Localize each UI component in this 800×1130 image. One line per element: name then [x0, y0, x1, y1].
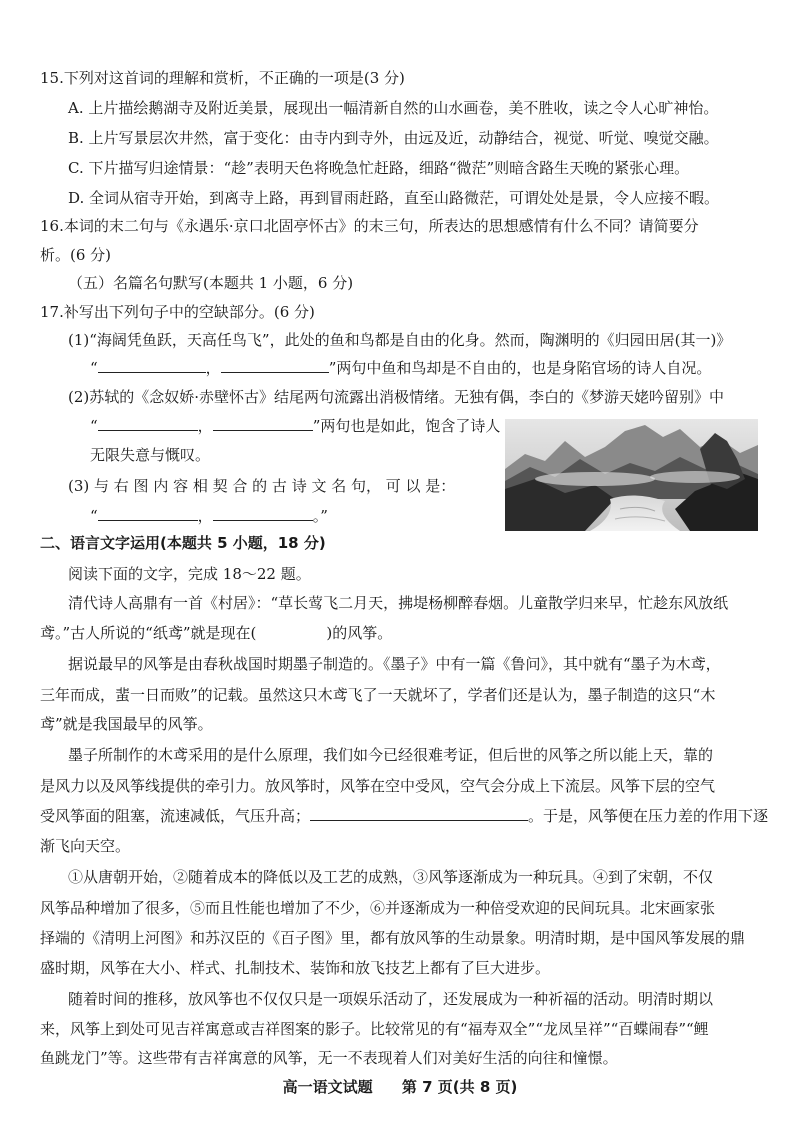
para5-line3: 鱼跳龙门”等。这些带有吉祥寓意的风筝，无一不表现着人们对美好生活的向往和憧憬。 — [40, 1049, 618, 1067]
section-2-heading: 二、语言文字运用(本题共 5 小题，18 分) — [40, 534, 326, 552]
q17-part2-line3: 无限失意与慨叹。 — [90, 446, 211, 464]
passage-intro: 阅读下面的文字，完成 18～22 题。 — [68, 565, 311, 583]
comma: ， — [197, 507, 213, 525]
answer-blank[interactable] — [221, 358, 329, 373]
footer-page-number: 第 7 页(共 8 页) — [401, 1078, 518, 1096]
q17-part2-line1: (2)苏轼的《念奴娇·赤壁怀古》结尾两句流露出消极情绪。无独有偶，李白的《梦游天姥吟留别》中 — [68, 388, 725, 406]
line-rest: ”两句中鱼和鸟却是不自由的，也是身陷官场的诗人自况。 — [328, 359, 712, 377]
para3-line1: 墨子所制作的木鸢采用的是什么原理，我们如今已经很难考证，但后世的风筝之所以能上天，靠的 — [68, 746, 714, 764]
answer-blank[interactable] — [98, 358, 206, 373]
para3-line4: 渐飞向天空。 — [40, 837, 131, 855]
page-footer — [0, 1076, 800, 1097]
para2-line1: 据说最早的风筝是由春秋战国时期墨子制造的。《墨子》中有一篇《鲁问》，其中就有“墨子为木鸢， — [68, 655, 721, 673]
para3-line3 — [40, 806, 768, 826]
para2-line2: 三年而成，蜚一日而败”的记载。虽然这只木鸢飞了一天就坏了，学者们还是认为，墨子制造的这只“木 — [40, 686, 716, 704]
para4-line1: ①从唐朝开始，②随着成本的降低以及工艺的成熟，③风筝逐渐成为一种玩具。④到了宋朝，不仅 — [68, 868, 714, 886]
open-quote: “ — [90, 417, 98, 435]
q15-option-d: D. 全词从宿寺开始，到离寺上路，再到冒雨赶路，直至山路微茫，可谓处处是景，令人应接不暇。 — [68, 189, 720, 207]
q17-stem: 17.补写出下列句子中的空缺部分。(6 分) — [40, 303, 315, 321]
close-quote: 。” — [312, 507, 328, 525]
q15-option-b: B. 上片写景层次井然，富于变化：由寺内到寺外，由远及近，动静结合，视觉、听觉、嗅觉交融。 — [68, 129, 719, 147]
para1-line1: 清代诗人高鼎有一首《村居》：“草长莺飞二月天，拂堤杨柳醉春烟。儿童散学归来早，忙趁东风放纸 — [68, 594, 729, 612]
q17-part3-line1: (3) 与 右 图 内 容 相 契 合 的 古 诗 文 名 句， 可 以 是： — [68, 477, 456, 495]
comma: ， — [205, 359, 221, 377]
open-quote: “ — [90, 507, 98, 525]
q15-option-a: A. 上片描绘鹅湖寺及附近美景，展现出一幅清新自然的山水画卷，美不胜收，读之令人心旷神怡。 — [68, 99, 719, 117]
q16-line1: 16.本词的末二句与《永遇乐·京口北固亭怀古》的末三句，所表达的思想感情有什么不同？请简要分 — [40, 217, 699, 235]
footer-subject: 高一语文试题 — [282, 1078, 373, 1096]
para3-line2: 是风力以及风筝线提供的牵引力。放风筝时，风筝在空中受风，空气会分成上下流层。风筝下层的空气 — [40, 777, 716, 795]
answer-blank[interactable] — [213, 506, 313, 521]
para4-line4: 盛时期，风筝在大小、样式、扎制技术、装饰和放飞技艺上都有了巨大进步。 — [40, 959, 551, 977]
answer-blank[interactable] — [310, 806, 528, 821]
para4-line3: 择端的《清明上河图》和苏汉臣的《百子图》里，都有放风筝的生动景象。明清时期，是中国风筝发展的鼎 — [40, 929, 746, 947]
para1-line2-a: 鸢。”古人所说的“纸鸢”就是现在( — [40, 624, 257, 642]
para1-line2-b: )的风筝。 — [326, 624, 393, 642]
para3-line3-b: 。于是，风筝便在压力差的作用下逐 — [528, 807, 769, 825]
section-5-heading: （五）名篇名句默写(本题共 1 小题，6 分) — [68, 274, 354, 292]
para4-line2: 风筝品种增加了很多，⑤而且性能也增加了不少，⑥并逐渐成为一种倍受欢迎的民间玩具。北宋画家张 — [40, 899, 716, 917]
para1-line2 — [40, 623, 392, 643]
answer-blank[interactable] — [98, 416, 198, 431]
q16-line2: 析。(6 分) — [40, 246, 112, 264]
q15-option-c: C. 下片描写归途情景：“趁”表明天色将晚急忙赶路，细路“微茫”则暗含路生天晚的紧张心理。 — [68, 159, 690, 177]
line-rest: ”两句也是如此，饱含了诗人 — [312, 417, 501, 435]
q15-stem: 15.下列对这首词的理解和赏析，不正确的一项是(3 分) — [40, 69, 405, 87]
comma: ， — [197, 417, 213, 435]
open-quote: “ — [90, 359, 98, 377]
q17-part1-line2 — [90, 358, 711, 378]
para2-line3: 鸢”就是我国最早的风筝。 — [40, 715, 213, 733]
q17-part1-line1: (1)“海阔凭鱼跃，天高任鸟飞”，此处的鱼和鸟都是自由的化身。然而，陶渊明的《归园田居(其一)》 — [68, 331, 732, 349]
answer-blank[interactable] — [213, 416, 313, 431]
answer-blank[interactable] — [98, 506, 198, 521]
para3-line3-a: 受风筝面的阻塞，流速减低，气压升高； — [40, 807, 311, 825]
para5-line1: 随着时间的推移，放风筝也不仅仅只是一项娱乐活动了，还发展成为一种祈福的活动。明清时期以 — [68, 990, 714, 1008]
landscape-ink-painting — [505, 419, 758, 531]
q17-part2-line2 — [90, 416, 500, 436]
q17-part3-line2 — [90, 506, 328, 526]
para5-line2: 来，风筝上到处可见吉祥寓意或吉祥图案的影子。比较常见的有“福寿双全”“龙凤呈祥”“百蝶闹春”“鲤 — [40, 1020, 709, 1038]
